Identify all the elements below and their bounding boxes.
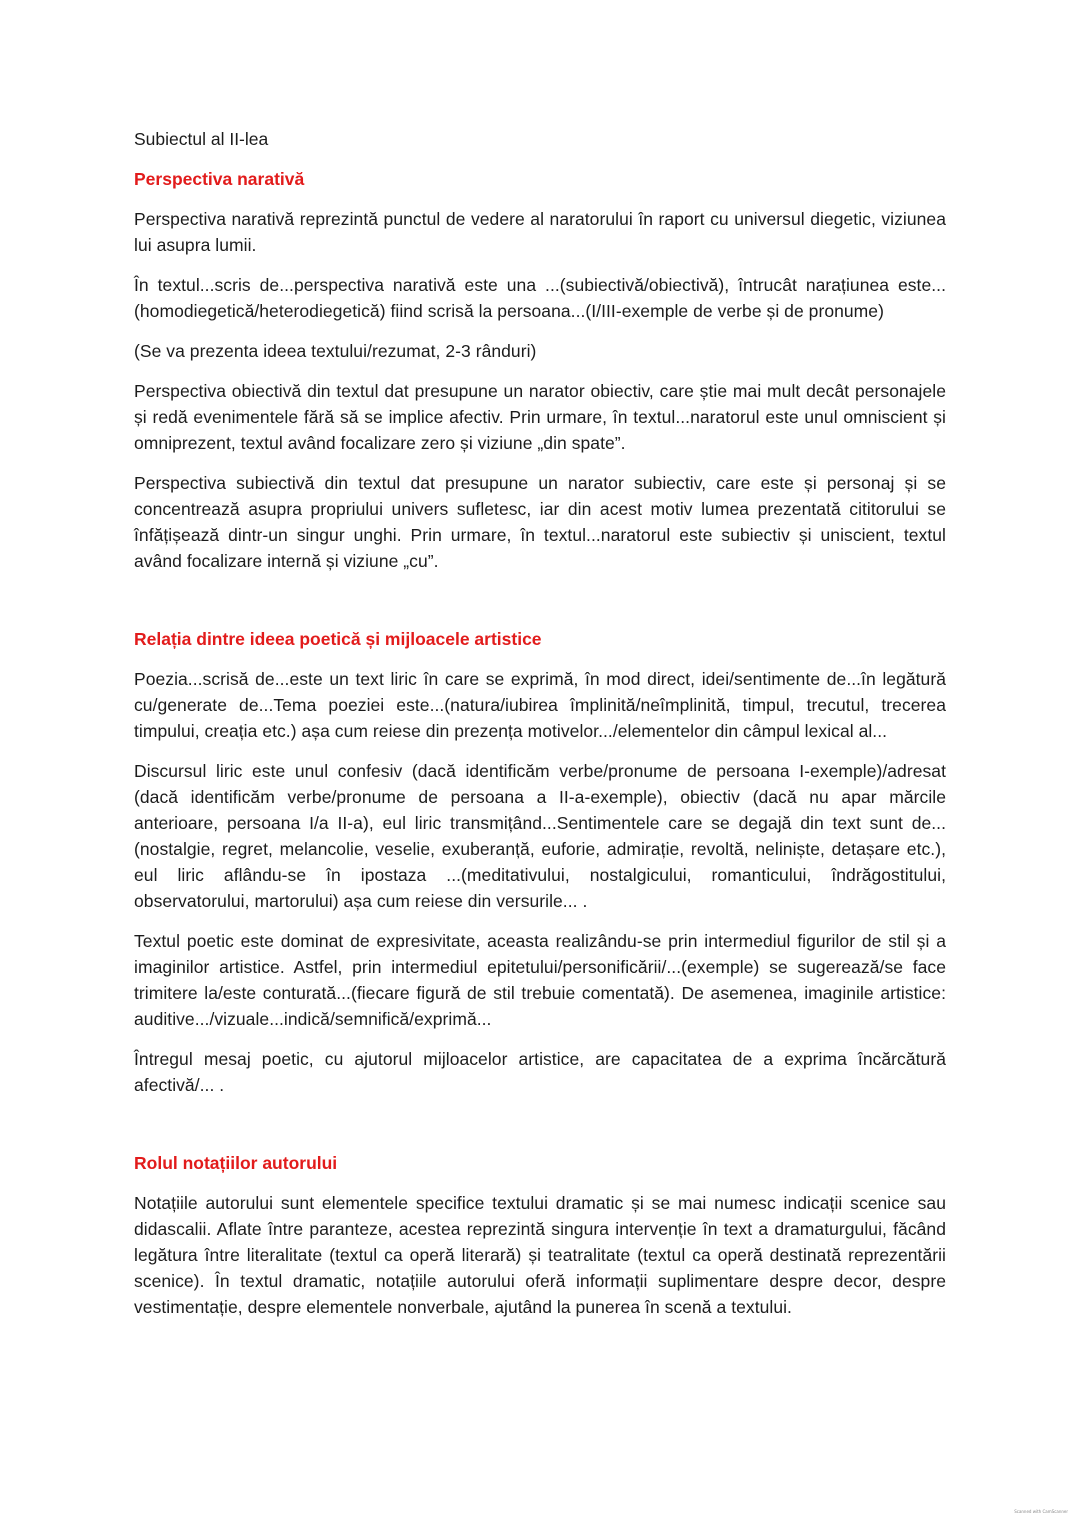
paragraph: Discursul liric este unul confesiv (dacă identificăm verbe/pronume de persoana I-exemple)/adresat (dacă identificăm verbe/pronume de persoana a II-a-exemple), obiectiv (dacă nu apar mărcile anterioare, persoana I/a II-a), eul liric transmițând...Sentimentele care se degajă din text sunt de...(nostalgie, regret, melancolie, veselie, exuberanță, euforie, admirație, revoltă, neliniște, detașare etc.), eul liric aflându-se în ipostaza ...(meditativului, nostalgicului, romanticului, îndrăgostitului, observatorului, martorului) așa cum reiese din versurile... . bbox=[134, 761, 946, 911]
paragraph: Perspectiva narativă reprezintă punctul de vedere al naratorului în raport cu universul diegetic, viziunea lui asupra lumii. bbox=[134, 209, 946, 255]
paragraph: Textul poetic este dominat de expresivitate, aceasta realizându-se prin intermediul figurilor de stil și a imaginilor artistice. Astfel, prin intermediul epitetului/personificării/...(exemple) se sugerează/se face trimitere la/este conturată...(fiecare figură de stil trebuie comentată). De asemenea, imaginile artistice: auditive.../vizuale...indică/semnifică/exprimă... bbox=[134, 931, 946, 1029]
section-spacer bbox=[134, 1112, 946, 1150]
paragraph: Poezia...scrisă de...este un text liric în care se exprimă, în mod direct, idei/sentimente de...în legătură cu/generate de...Tema poeziei este...(natura/iubirea împlinită/neîmplinită, timpul, trecutul, trecerea timpului, creația etc.) așa cum reiese din prezența motivelor.../elementelor din câmpul lexical al... bbox=[134, 669, 946, 741]
paragraph: Întregul mesaj poetic, cu ajutorul mijloacelor artistice, are capacitatea de a exprima încărcătură afectivă/... . bbox=[134, 1049, 946, 1095]
section-narrative-perspective bbox=[134, 166, 946, 574]
subject-title: Subiectul al II-lea bbox=[134, 129, 269, 149]
paragraph: Perspectiva obiectivă din textul dat presupune un narator obiectiv, care știe mai mult decât personajele și redă evenimentele fără să se implice afectiv. Prin urmare, în textul...naratorul este unul omniscient și omniprezent, textul având focalizare zero și viziune „din spate”. bbox=[134, 381, 946, 453]
paragraph: În textul...scris de...perspectiva narativă este una ...(subiectivă/obiectivă), întrucât narațiunea este...(homodiegetică/heterodiegetică) fiind scrisă la persoana...(I/III-exemple de verbe și de pronume) bbox=[134, 275, 946, 321]
section-spacer bbox=[134, 588, 946, 626]
paragraph: Notațiile autorului sunt elementele specifice textului dramatic și se mai numesc indicații scenice sau didascalii. Aflate între paranteze, acestea reprezintă singura intervenție în text a dramaturgului, făcând legătura între literalitate (textul ca operă literară) și teatralitate (textul ca operă destinată reprezentării scenice). În textul dramatic, notațiile autorului oferă informații suplimentare despre decor, despre vestimentație, despre elementele nonverbale, ajutând la punerea în scenă a textului. bbox=[134, 1193, 946, 1317]
document-page bbox=[134, 126, 946, 1334]
section-heading: Rolul notațiilor autorului bbox=[134, 1153, 338, 1173]
paragraph: (Se va prezenta ideea textului/rezumat, 2-3 rânduri) bbox=[134, 341, 537, 361]
paragraph: Perspectiva subiectivă din textul dat presupune un narator subiectiv, care este și personaj și se concentrează asupra propriului univers sufletesc, iar din acest motiv lumea prezentată cititorului se înfățișează dintr-un singur unghi. Prin urmare, în textul...naratorul este subiectiv și uniscient, textul având focalizare internă și viziune „cu”. bbox=[134, 473, 946, 571]
section-author-notes bbox=[134, 1150, 946, 1320]
section-poetic-idea bbox=[134, 626, 946, 1098]
section-heading: Relația dintre ideea poetică și mijloacele artistice bbox=[134, 629, 542, 649]
scanner-watermark: Scanned with CamScanner bbox=[1014, 1509, 1068, 1514]
section-heading: Perspectiva narativă bbox=[134, 169, 305, 189]
